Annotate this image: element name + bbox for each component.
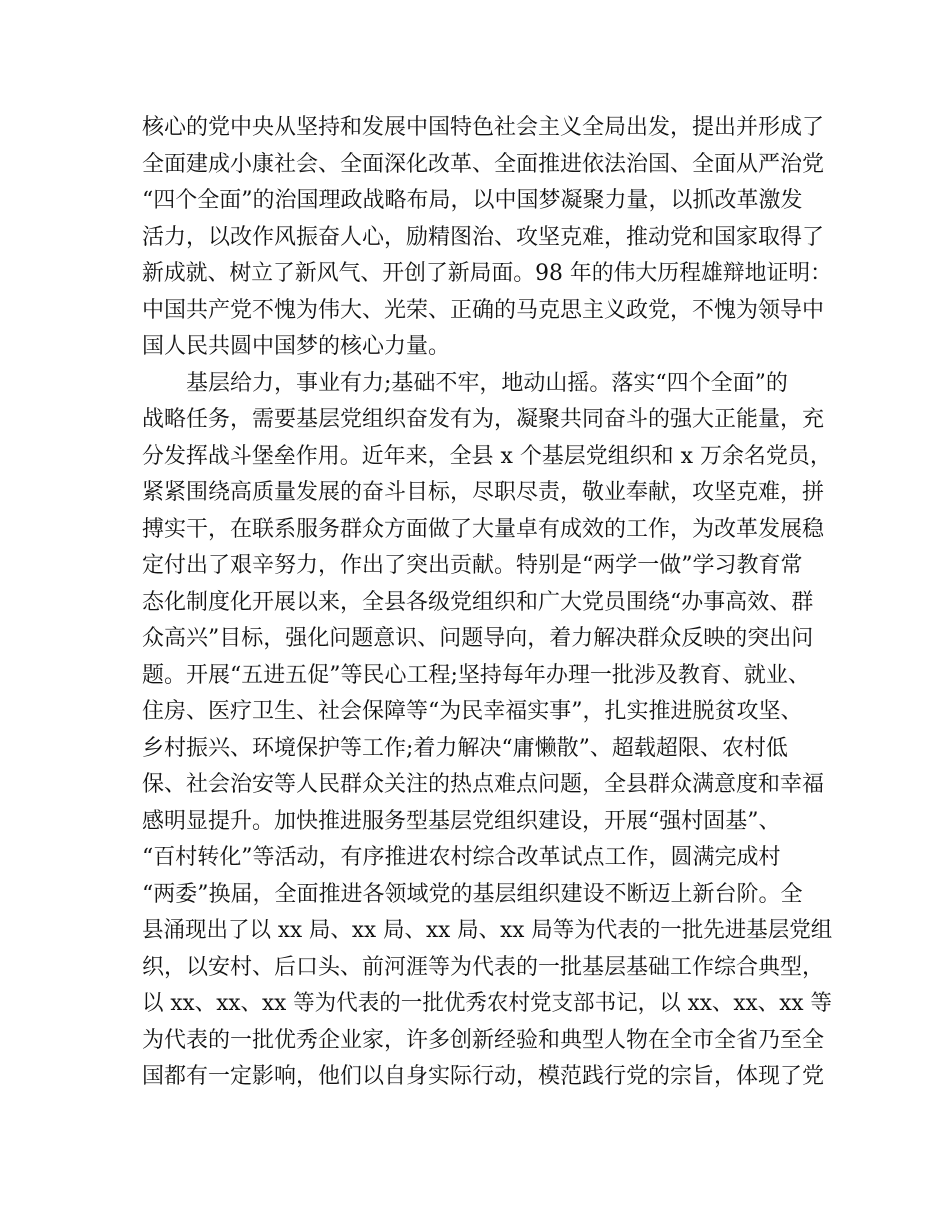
text-line: 住房、医疗卫生、社会保障等“为民幸福实事”，扎实推进脱贫攻坚、 [142,699,803,724]
text-line: “四个全面”的治国理政战略布局，以中国梦凝聚力量，以抓改革激发 [142,188,803,213]
text-line: 为代表的一批优秀企业家，许多创新经验和典型人物在全市全省乃至全 [142,1027,825,1053]
text-line: 紧紧围绕高质量发展的奋斗目标，尽职尽责，敬业奉献，攻坚克难，拼 [142,480,825,505]
text-line: 战略任务，需要基层党组织奋发有为，凝聚共同奋斗的强大正能量，充 [142,407,825,432]
text-line: 核心的党中央从坚持和发展中国特色社会主义全局出发，提出并形成了 [142,115,825,140]
body-text [142,112,832,1098]
text-line: 题。开展“五进五促”等民心工程;坚持每年办理一批涉及教育、就业、 [142,662,810,688]
text-line: 基层给力，事业有力;基础不牢，地动山摇。落实“四个全面”的 [142,370,788,396]
text-line: 搏实干，在联系服务群众方面做了大量卓有成效的工作，为改革发展稳 [142,516,825,542]
text-line: 全面建成小康社会、全面深化改革、全面推进依法治国、全面从严治党 [142,151,825,177]
text-line: 感明显提升。加快推进服务型基层党组织建设，开展“强村固基”、 [142,808,781,834]
text-line: 县涌现出了以 xx 局、xx 局、xx 局、xx 局等为代表的一批先进基层党组 [142,918,833,943]
text-line: 保、社会治安等人民群众关注的热点难点问题，全县群众满意度和幸福 [142,772,825,797]
text-line: 新成就、树立了新风气、开创了新局面。98 年的伟大历程雄辩地证明： [142,261,832,286]
text-line: 以 xx、xx、xx 等为代表的一批优秀农村党支部书记，以 xx、xx、xx 等 [142,991,832,1016]
text-line: 众高兴”目标，强化问题意识、问题导向，着力解决群众反映的突出问 [142,626,814,651]
text-line: 分发挥战斗堡垒作用。近年来，全县 x 个基层党组织和 x 万余名党员， [142,443,832,469]
text-line: 态化制度化开展以来，全县各级党组织和广大党员围绕“办事高效、群 [142,589,814,615]
text-line: 国都有一定影响，他们以自身实际行动，模范践行党的宗旨，体现了党 [142,1064,825,1089]
text-line: 活力，以改作风振奋人心，励精图治、攻坚克难，推动党和国家取得了 [142,224,825,250]
text-line: “百村转化”等活动，有序推进农村综合改革试点工作，圆满完成村 [142,845,781,870]
text-line: 织，以安村、后口头、前河涯等为代表的一批基层基础工作综合典型， [142,954,825,980]
text-line: 中国共产党不愧为伟大、光荣、正确的马克思主义政党，不愧为领导中 [142,297,825,323]
text-line: 定付出了艰辛努力，作出了突出贡献。特别是“两学一做”学习教育常 [142,553,803,578]
text-line: 乡村振兴、环境保护等工作;着力解决“庸懒散”、超载超限、农村低 [142,735,788,761]
text-line: “两委”换届，全面推进各领域党的基层组织建设不断迈上新台阶。全 [142,881,803,907]
text-line: 国人民共圆中国梦的核心力量。 [142,334,451,359]
